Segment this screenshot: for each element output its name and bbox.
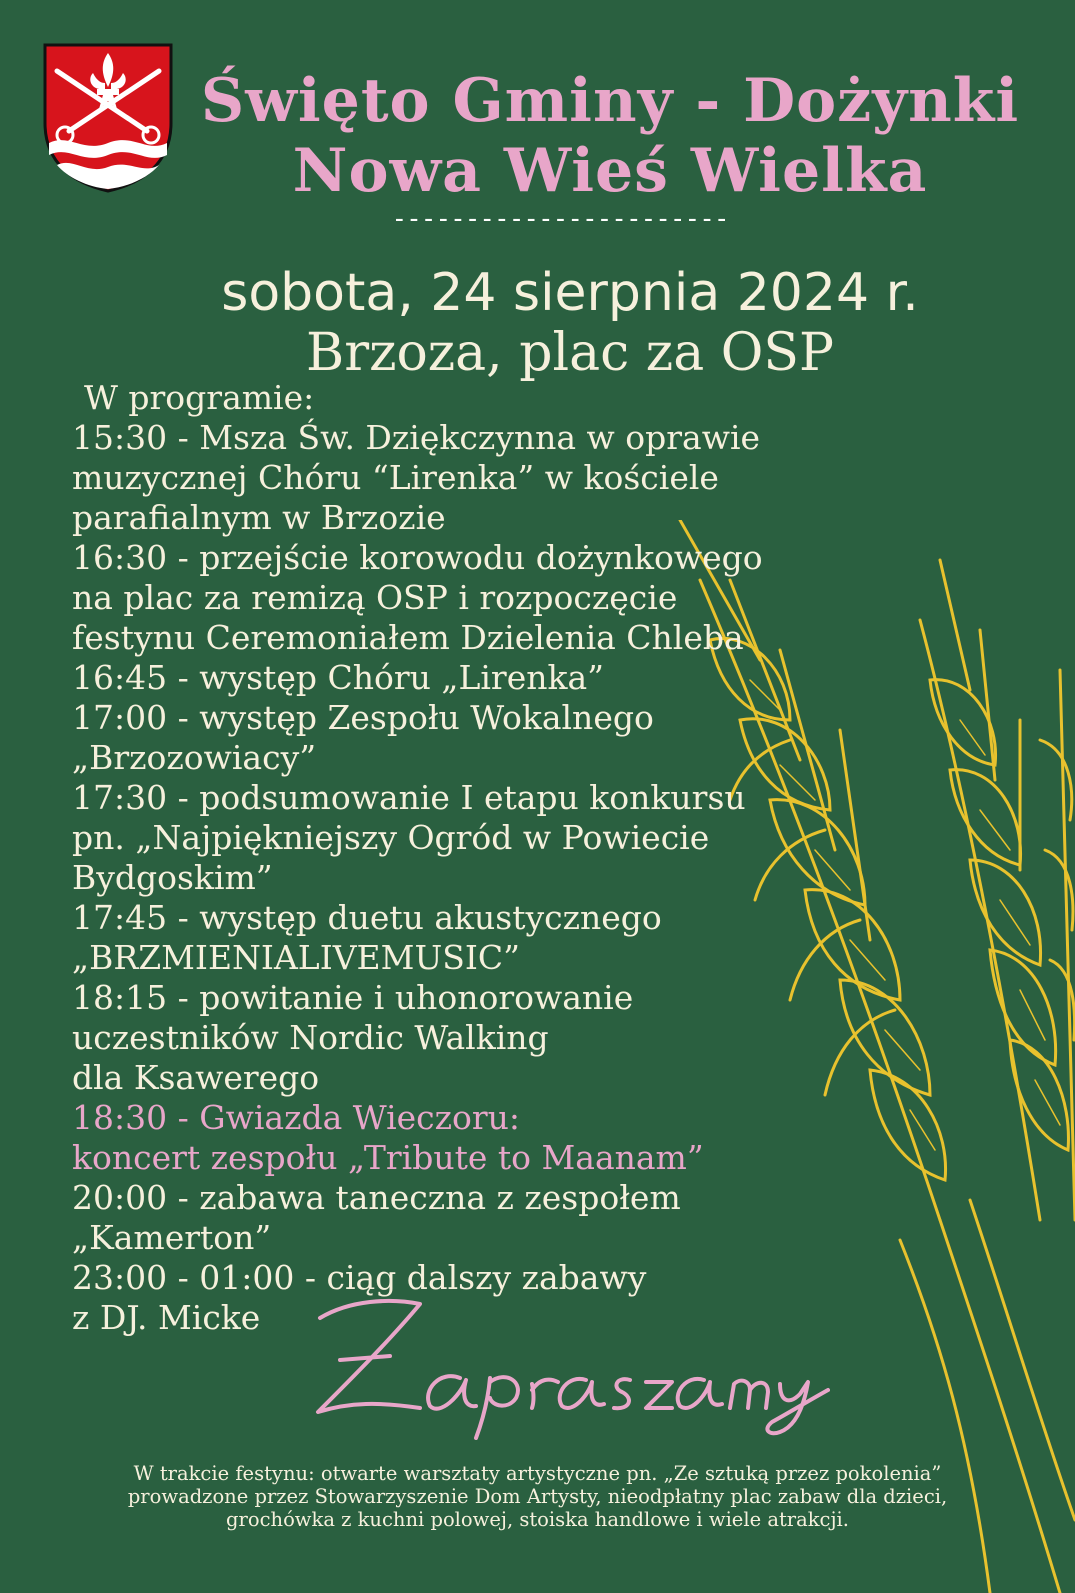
program-line: pn. „Najpiękniejszy Ogród w Powiecie <box>72 818 710 857</box>
program-list <box>72 378 922 1338</box>
footer-info <box>30 1462 1045 1531</box>
program-line-highlight: koncert zespołu „Tribute to Maanam” <box>72 1138 704 1177</box>
event-place: Brzoza, plac za OSP <box>306 323 834 383</box>
invite-script <box>310 1290 830 1440</box>
program-line: 20:00 - zabawa taneczna z zespołem <box>72 1178 681 1217</box>
program-line: Bydgoskim” <box>72 858 273 897</box>
program-line: na plac za remizą OSP i rozpoczęcie <box>72 578 678 617</box>
footer-line-2: prowadzone przez Stowarzyszenie Dom Artysty, nieodpłatny plac zabaw dla dzieci, <box>127 1485 948 1508</box>
program-line: „Kamerton” <box>72 1218 272 1257</box>
footer-line-1: W trakcie festynu: otwarte warsztaty artystyczne pn. „Ze sztuką przez pokolenia” <box>133 1462 942 1485</box>
program-line: 17:45 - występ duetu akustycznego <box>72 898 662 937</box>
program-line: 17:30 - podsumowanie I etapu konkursu <box>72 778 746 817</box>
program-heading: W programie: <box>84 378 315 417</box>
coat-of-arms-icon <box>43 43 173 193</box>
footer-line-3: grochówka z kuchni polowej, stoiska handlowe i wiele atrakcji. <box>226 1508 849 1531</box>
event-date: sobota, 24 sierpnia 2024 r. <box>221 263 919 323</box>
program-line: uczestników Nordic Walking <box>72 1018 549 1057</box>
program-line: dla Ksawerego <box>72 1058 320 1097</box>
program-line: 16:30 - przejście korowodu dożynkowego <box>72 538 763 577</box>
program-line: 16:45 - występ Chóru „Lirenka” <box>72 658 605 697</box>
program-line: 15:30 - Msza Św. Dziękczynna w oprawie <box>72 418 761 457</box>
program-line: 23:00 - 01:00 - ciąg dalszy zabawy <box>72 1258 647 1297</box>
program-line: „BRZMIENIALIVEMUSIC” <box>72 938 521 977</box>
event-title <box>180 66 1040 206</box>
program-line: „Brzozowiacy” <box>72 738 317 777</box>
title-divider: ----------------------- <box>391 204 729 234</box>
program-line-highlight: 18:30 - Gwiazda Wieczoru: <box>72 1098 521 1137</box>
title-line-2: Nowa Wieś Wielka <box>292 136 928 206</box>
program-line: muzycznej Chóru “Lirenka” w kościele <box>72 458 719 497</box>
program-line: parafialnym w Brzozie <box>72 498 446 537</box>
program-line: festynu Ceremoniałem Dzielenia Chleba <box>72 618 744 657</box>
program-line: z DJ. Micke <box>72 1298 261 1337</box>
program-line: 18:15 - powitanie i uhonorowanie <box>72 978 634 1017</box>
program-line: 17:00 - występ Zespołu Wokalnego <box>72 698 654 737</box>
title-line-1: Święto Gminy - Dożynki <box>200 66 1020 136</box>
